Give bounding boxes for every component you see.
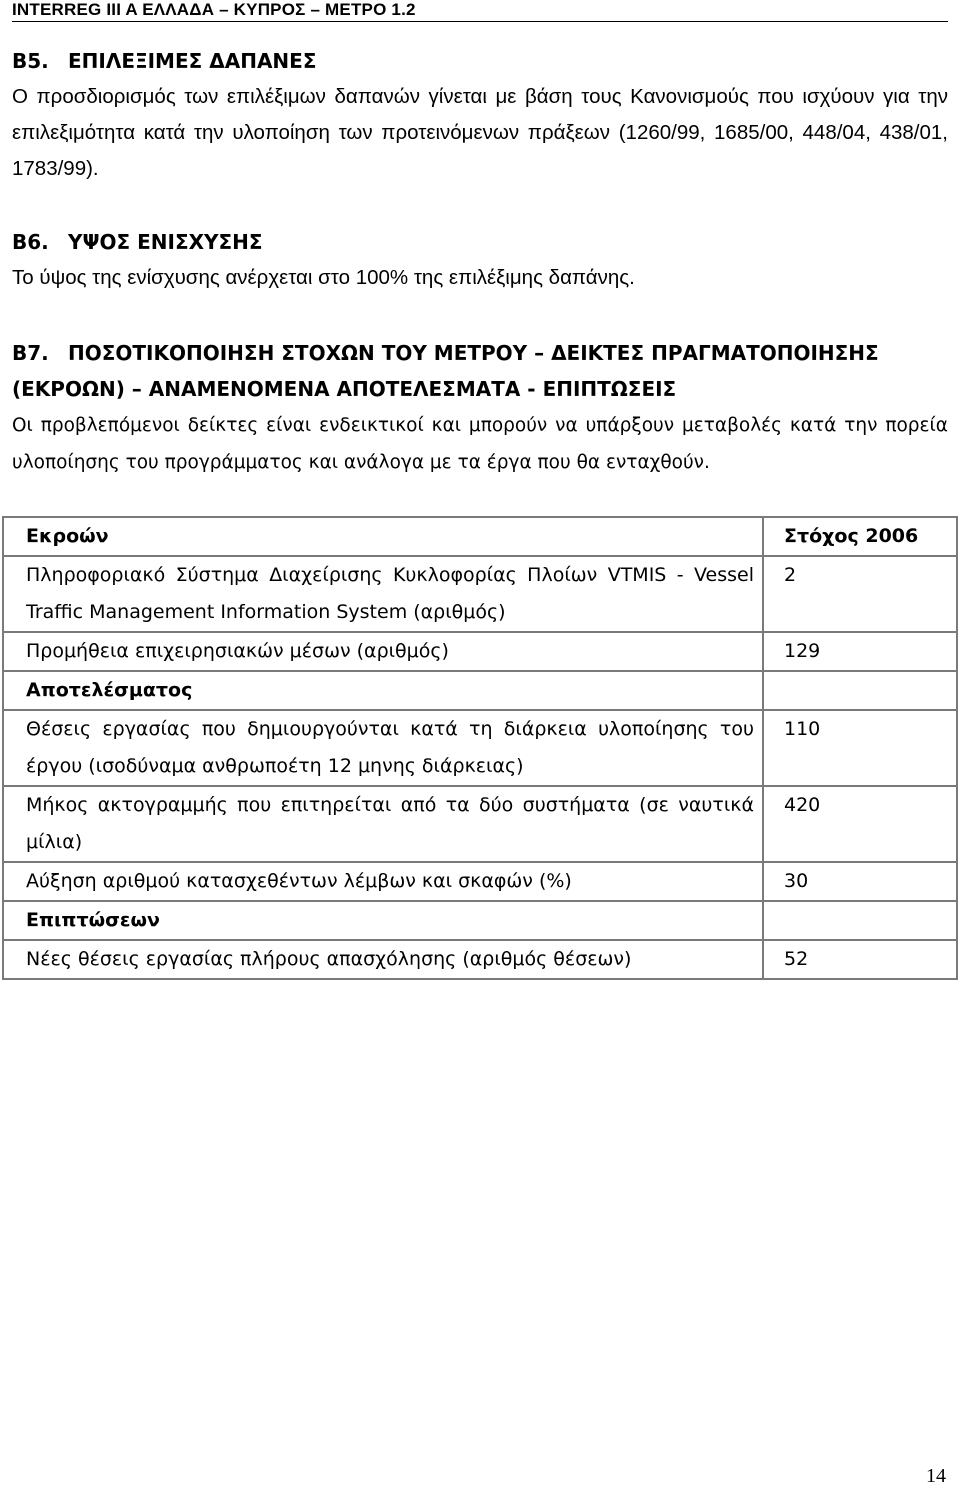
column-header-target: Στόχος 2006 xyxy=(763,517,957,556)
table-row xyxy=(3,786,957,862)
section-body-b5: Ο προσδιορισμός των επιλέξιμων δαπανών γίνεται με βάση τους Κανονισμούς που ισχύουν για την επιλεξιμότητα κατά την υλοποίηση των προτεινόμενων πράξεων (1260/99, 1685/00, 448/04, 438/01, 1783/99). xyxy=(12,85,948,180)
table-row xyxy=(3,632,957,671)
section-heading-b7 xyxy=(12,335,948,407)
header-rule xyxy=(12,21,948,22)
table-row xyxy=(3,901,957,940)
row-label: Μήκος ακτογραμμής που επιτηρείται από τα δύο συστήματα (σε ναυτικά μίλια) xyxy=(3,786,763,862)
row-value: 30 xyxy=(763,862,957,901)
row-label: Θέσεις εργασίας που δημιουργούνται κατά τη διάρκεια υλοποίησης του έργου (ισοδύναμα ανθρωποέτη 12 μηνης διάρκειας) xyxy=(3,710,763,786)
column-header-outputs: Εκροών xyxy=(3,517,763,556)
table-header-row xyxy=(3,517,957,556)
section-title: ΥΨΟΣ ΕΝΙΣΧΥΣΗΣ xyxy=(68,230,263,254)
section-number: Β5. xyxy=(12,49,49,73)
table-row xyxy=(3,556,957,632)
row-value: 2 xyxy=(763,556,957,632)
table-row xyxy=(3,710,957,786)
row-value: 110 xyxy=(763,710,957,786)
section-b6 xyxy=(12,224,948,296)
section-body-b6: Το ύψος της ενίσχυσης ανέρχεται στο 100% της επιλέξιμης δαπάνης. xyxy=(12,266,635,289)
row-value: 420 xyxy=(763,786,957,862)
table-row xyxy=(3,940,957,979)
running-header: INTERREG III A ΕΛΛΑΔΑ – ΚΥΠΡΟΣ – ΜΕΤΡΟ 1.2 xyxy=(12,0,416,19)
row-label: Αύξηση αριθμού κατασχεθέντων λέμβων και σκαφών (%) xyxy=(3,862,763,901)
row-value: 129 xyxy=(763,632,957,671)
section-b5 xyxy=(12,43,948,187)
section-heading-b6 xyxy=(12,224,948,260)
row-subheading-impacts: Επιπτώσεων xyxy=(3,901,763,940)
section-title-continued: (ΕΚΡΟΩΝ) – ΑΝΑΜΕΝΟΜΕΝΑ ΑΠΟΤΕΛΕΣΜΑΤΑ - ΕΠΙΠΤΩΣΕΙΣ xyxy=(12,377,677,401)
section-title: ΠΟΣΟΤΙΚΟΠΟΙΗΣΗ ΣΤΟΧΩΝ ΤΟΥ ΜΕΤΡΟΥ – ΔΕΙΚΤΕΣ ΠΡΑΓΜΑΤΟΠΟΙΗΣΗΣ xyxy=(68,341,879,365)
row-value xyxy=(763,901,957,940)
page-number: 14 xyxy=(926,1465,946,1487)
section-heading-b5 xyxy=(12,43,948,79)
row-label: Νέες θέσεις εργασίας πλήρους απασχόλησης (αριθμός θέσεων) xyxy=(3,940,763,979)
indicators-table xyxy=(2,516,958,980)
section-body-b7: Οι προβλεπόμενοι δείκτες είναι ενδεικτικοί και μπορούν να υπάρξουν μεταβολές κατά την πορεία υλοποίησης του προγράμματος και ανάλογα με τα έργα που θα ενταχθούν. xyxy=(12,415,948,473)
table-row xyxy=(3,671,957,710)
row-label: Προμήθεια επιχειρησιακών μέσων (αριθμός) xyxy=(3,632,763,671)
section-number: Β6. xyxy=(12,230,49,254)
row-value: 52 xyxy=(763,940,957,979)
row-value xyxy=(763,671,957,710)
table-row xyxy=(3,862,957,901)
row-subheading-results: Αποτελέσματος xyxy=(3,671,763,710)
section-b7 xyxy=(12,335,948,481)
section-title: ΕΠΙΛΕΞΙΜΕΣ ΔΑΠΑΝΕΣ xyxy=(68,49,317,73)
row-label: Πληροφοριακό Σύστημα Διαχείρισης Κυκλοφορίας Πλοίων VTMIS - Vessel Traffic Management Information System (αριθμός) xyxy=(3,556,763,632)
section-number: Β7. xyxy=(12,341,49,365)
